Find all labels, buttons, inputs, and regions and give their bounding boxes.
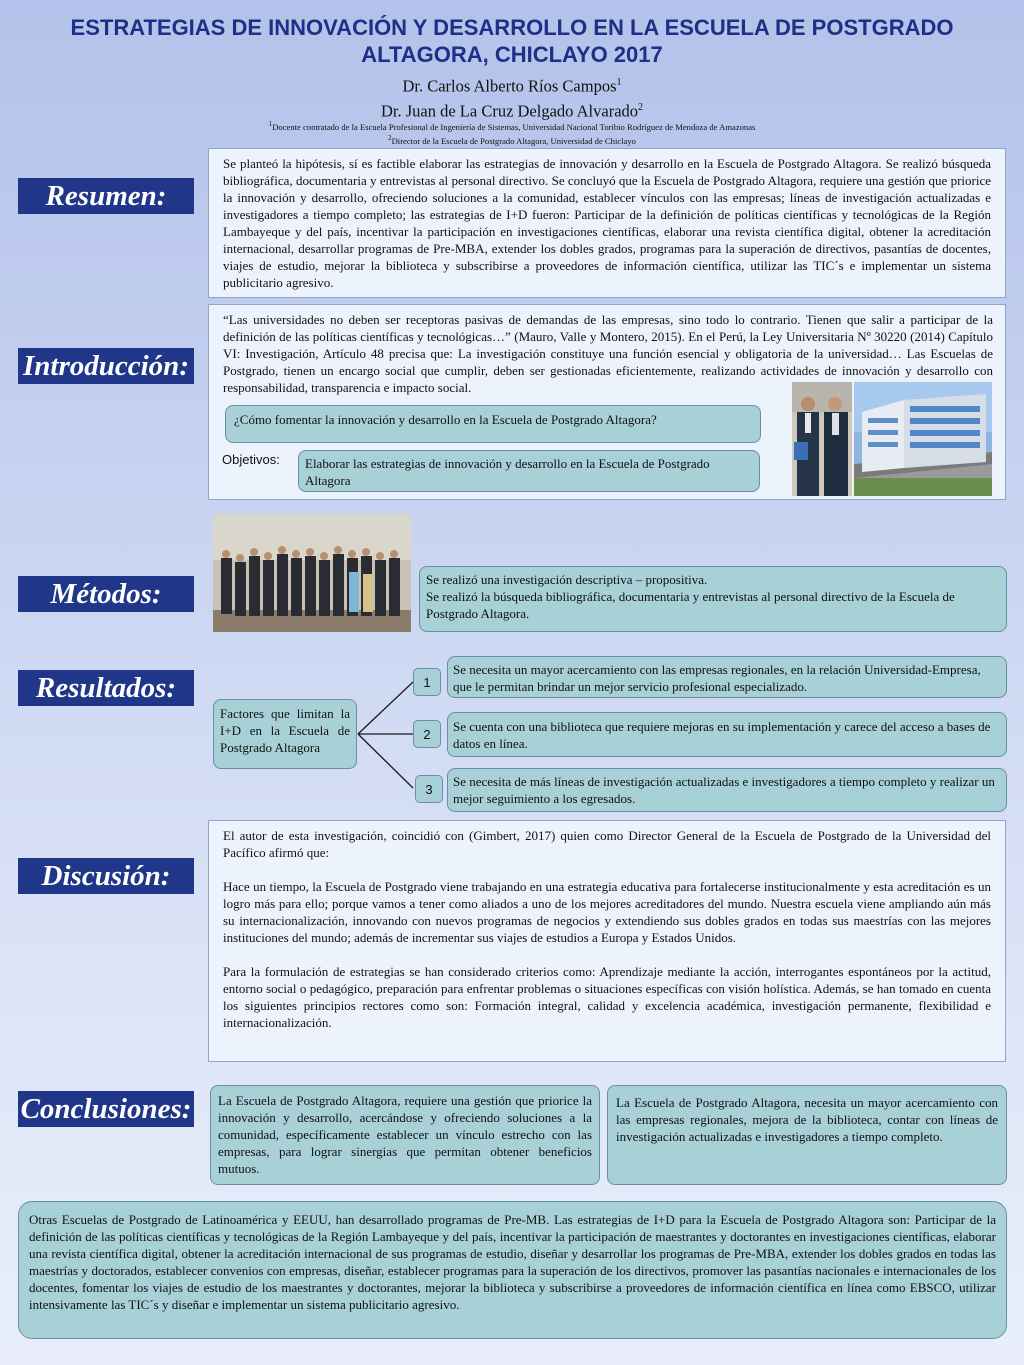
result-number-1: 1 (413, 668, 441, 696)
metodos-line-2: Se realizó la búsqueda bibliográfica, documentaria y entrevistas al personal directivo de la Escuela de Postgrado Altagora. (426, 589, 955, 621)
objetivos-label: Objetivos: (222, 452, 280, 467)
result-number-2: 2 (413, 720, 441, 748)
conclusion-box-2: La Escuela de Postgrado Altagora, necesita un mayor acercamiento con las empresas regionales, mejora de la biblioteca, contar con líneas de investigación actualizadas e investigadores a tiempo completo. (607, 1085, 1007, 1185)
poster-title: ESTRATEGIAS DE INNOVACIÓN Y DESARROLLO EN LA ESCUELA DE POSTGRADO ALTAGORA, CHICLAYO 2017 (70, 15, 954, 67)
section-label-metodos: Métodos: (18, 576, 194, 612)
photo-group-image (213, 514, 411, 632)
discusion-paragraph-1: El autor de esta investigación, coincidió con (Gimbert, 2017) quien como Director General de la Escuela de Postgrado de la Universidad del Pacífico afirmó que: (223, 828, 991, 860)
affiliation-2: $^2$Director de la Escuela de Postgrado Altagora, Universidad de Chiclayo (388, 133, 636, 146)
section-label-discusion: Discusión: (18, 858, 194, 894)
introduccion-text: “Las universidades no deben ser receptoras pasivas de demandas de las empresas, sino todo lo contrario. Tienen que salir a participar de la definición de las políticas científicas y tecnológicas…” (Mauro, Valle y Montero, 2015). En el Perú, la Ley Universitaria Nº 30220 (2014) Capítulo VI: Investigación, Artículo 48 precisa que: La investigación constituye una función esencial y obligatoria de la universidad… Las Escuelas de Postgrado, tienen un encargo social que cumplir, deben ser gestionadas eficientemente, realizando actividades de innovación y desarrollo con responsabilidad, transparencia e impacto social. (223, 312, 993, 395)
author-list (60, 72, 964, 121)
results-connector (356, 660, 416, 800)
metodos-line-1: Se realizó una investigación descriptiva – propositiva. (426, 572, 708, 587)
author-1: Dr. Carlos Alberto Ríos Campos$^1$ (402, 76, 622, 96)
metodos-box (419, 566, 1007, 632)
research-question-box: ¿Cómo fomentar la innovación y desarrollo en la Escuela de Postgrado Altagora? (225, 405, 761, 443)
section-label-conclusiones: Conclusiones: (18, 1091, 194, 1127)
objetivo-box: Elaborar las estrategias de innovación y desarrollo en la Escuela de Postgrado Altagora (298, 450, 760, 492)
photo-authors-image (792, 382, 852, 496)
photo-building-image (854, 382, 992, 496)
author-2: Dr. Juan de La Cruz Delgado Alvarado$^2$ (380, 101, 644, 120)
discusion-paragraph-3: Para la formulación de estrategias se han considerado criterios como: Aprendizaje mediante la acción, interrogantes espontáneos por la actitud, entorno social o pedagógico, preparación para enfrentar problemas o situaciones específicas con visión holística. Además, se han tomado en cuenta los siguientes principios rectores como son: Formación integral, calidad y excelencia académica, investigación permanente, flexibilidad e internacionalización. (223, 964, 991, 1030)
photo-authors (792, 382, 852, 496)
photo-group (213, 514, 411, 632)
conclusion-box-1: La Escuela de Postgrado Altagora, requiere una gestión que priorice la innovación y desarrollo, acercándose y ofreciendo soluciones a la comunidad, específicamente establecer un vínculo estrecho con las empresas, para lograr sinergias que permitan obtener beneficios mutuos. (210, 1085, 600, 1185)
factors-box: Factores que limitan la I+D en la Escuela de Postgrado Altagora (213, 699, 357, 769)
photo-building (854, 382, 992, 496)
result-item-3: Se necesita de más líneas de investigación actualizadas e investigadores a tiempo completo y realizar un mejor seguimiento a los egresados. (447, 768, 1007, 812)
section-label-resultados: Resultados: (18, 670, 194, 706)
result-item-2: Se cuenta con una biblioteca que requiere mejoras en su implementación y carece del acceso a bases de datos en línea. (447, 712, 1007, 757)
affiliation-1: $^1$Docente contratado de la Escuela Profesional de Ingeniería de Sistemas, Universidad Nacional Toribio Rodríguez de Mendoza de Amazonas (268, 120, 756, 132)
section-label-introduccion: Introducción: (18, 348, 194, 384)
affiliations (60, 119, 964, 147)
discusion-paragraph-2: Hace un tiempo, la Escuela de Postgrado viene trabajando en una estrategia educativa para fortalecerse institucionalmente y esta acreditación es un logro más para ello; porque vamos a tener como aliados a uno de los mejores acreditadores del mundo. Nuestra escuela viene ampliando aún más su internacionalización, innovando con nuevos programas de negocios y extendiendo sus dobles grados en todas sus maestrías con las mejores instituciones del mundo; además de incrementar sus viajes de estudios a Europa y Estados Unidos. (223, 879, 991, 945)
resumen-box: Se planteó la hipótesis, sí es factible elaborar las estrategias de innovación y desarrollo en la Escuela de Postgrado Altagora. Se realizó búsqueda bibliográfica, documentaria y entrevistas al personal directivo. Se concluyó que la Escuela de Postgrado Altagora, requiere una gestión que priorice la innovación y desarrollo, ofreciendo soluciones a la comunidad, establecer vínculos con las empresas; líneas de investigación actualizadas e investigadores a tiempo completo; las estrategias de I+D fueron: Participar de la definición de políticas científicas y tecnológicas de la Región Lambayeque y del país, incentivar la participación en investigaciones científicas, elaborar una revista científica digital, obtener la acreditación internacional, desarrollar programas de Pre-MBA, extender los dobles grados, programas para la superación de directivos, pasantías de docentes, viajes de estudio, mejorar la biblioteca y subscribirse a proveedores de información científica, utilizar las TIC´s e implementar un sistema publicitario agresivo. (208, 148, 1006, 298)
conclusion-box-3: Otras Escuelas de Postgrado de Latinoamérica y EEUU, han desarrollado programas de Pre-MB. Las estrategias de I+D para la Escuela de Postgrado Altagora son: Participar de la definición de las políticas científicas y tecnológicas de la Región Lambayeque y del país, incentivar la participación de maestrantes y doctorantes en investigaciones científicas, elaborar una revista científica digital, obtener la acreditación internacional de sus programas de estudio, diseñar y desarrollar los programas de Pre-MBA, extender los dobles grados en todas las maestrías y doctorados, establecer convenios con empresas, diseñar, establecer programas para la superación de los directivos, promover las pasantías nacionales e internacionales de los docentes, fomentar los viajes de estudio de los maestrantes y doctorantes, mejorar la biblioteca y subscribirse a proveedores de información científica en línea como EBSCO, utilizar intensivamente las TIC´s y diseñar e implementar un sistema publicitario agresivo. (18, 1201, 1007, 1339)
discusion-box (208, 820, 1006, 1062)
author-2-sup: 2 (638, 101, 644, 113)
section-label-resumen: Resumen: (18, 178, 194, 214)
author-1-sup: 1 (616, 77, 622, 88)
result-item-1: Se necesita un mayor acercamiento con las empresas regionales, en la relación Universidad-Empresa, que le permitan brindar un mejor servicio profesional especializado. (447, 656, 1007, 698)
result-number-3: 3 (415, 775, 443, 803)
